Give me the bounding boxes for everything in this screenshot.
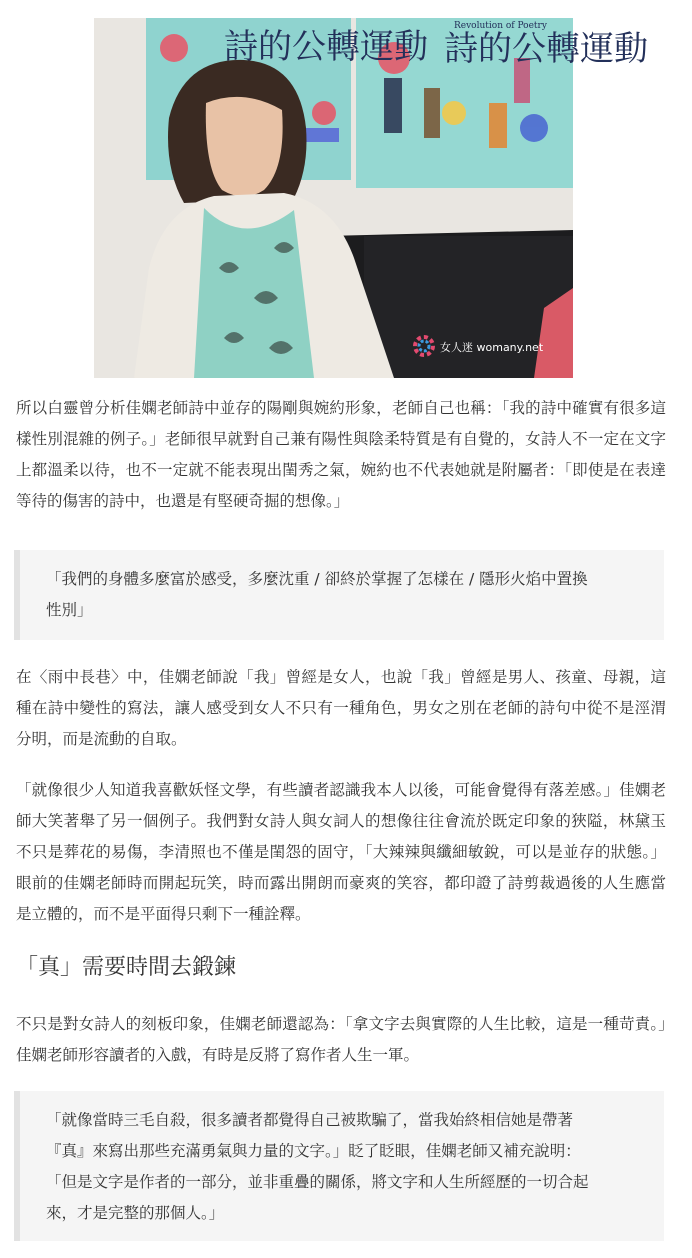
blockquote-2-line-1: 「就像當時三毛自殺，很多讀者都覺得自己被欺騙了，當我始終相信她是帶著 — [46, 1111, 574, 1129]
article-photo — [94, 18, 648, 378]
watermark-text: 女人迷 womany.net — [440, 341, 544, 354]
paragraph-2: 在〈雨中長巷〉中，佳嫻老師說「我」曾經是女人，也說「我」曾經是男人、孩童、母親，這種在詩中變性的寫法，讓人感受到女人不只有一種角色，男女之別在老師的詩句中從不是涇渭分明，而是流動的自取。 — [16, 668, 666, 748]
poster-title-right: 詩的公轉運動 — [444, 29, 648, 69]
blockquote-2-line-2: 『真』來寫出那些充滿勇氣與力量的文字。」眨了眨眼，佳嫻老師又補充說明： — [46, 1142, 581, 1160]
section-heading: 「真」需要時間去鍛鍊 — [16, 955, 237, 980]
paragraph-1: 所以白靈曾分析佳嫻老師詩中並存的陽剛與婉約形象，老師自己也稱：「我的詩中確實有很多這樣性別混雜的例子。」老師很早就對自己兼有陽性與陰柔特質是有自覺的，女詩人不一定在文字上都溫柔以待，也不一定就不能表現出閨秀之氣，婉約也不代表她就是附屬者：「即使是在表達等待的傷害的詩中，也還是有堅硬奇掘的想像。」 — [16, 399, 666, 510]
blockquote-1 — [14, 550, 664, 640]
poster-title-left: 詩的公轉運動 — [224, 27, 428, 67]
paragraph-4: 不只是對女詩人的刻板印象，佳嫻老師還認為：「拿文字去與實際的人生比較，這是一種苛責。」佳嫻老師形容讀者的入戲，有時是反將了寫作者人生一軍。 — [16, 1015, 666, 1064]
blockquote-1-line-1: 「我們的身體多麼富於感受，多麼沈重 / 卻終於掌握了怎樣在 / 隱形火焰中置換 — [46, 570, 588, 588]
blockquote-2-line-4: 來，才是完整的那個人。」 — [46, 1204, 225, 1222]
paragraph-3: 「就像很少人知道我喜歡妖怪文學，有些讀者認識我本人以後，可能會覺得有落差感。」佳嫻老師大笑著舉了另一個例子。我們對女詩人與女詞人的想像往往會流於既定印象的狹隘，林黛玉不只是葬花的易傷，李清照也不僅是閨怨的固守，「大辣辣與纖細敏銳，可以是並存的狀態。」眼前的佳嫻老師時而開起玩笑，時而露出開朗而豪爽的笑容，都印證了詩剪裁過後的人生應當是立體的，而不是平面得只剩下一種詮釋。 — [16, 781, 666, 923]
person-blouse — [194, 208, 314, 378]
photo-illustration — [94, 18, 648, 378]
blockquote-1-line-2: 性別」 — [46, 601, 93, 619]
poster-subtitle: Revolution of Poetry — [454, 21, 547, 31]
blockquote-2 — [14, 1091, 664, 1241]
blockquote-2-line-3: 「但是文字是作者的一部分，並非重疊的關係，將文字和人生所經歷的一切合起 — [46, 1173, 589, 1191]
